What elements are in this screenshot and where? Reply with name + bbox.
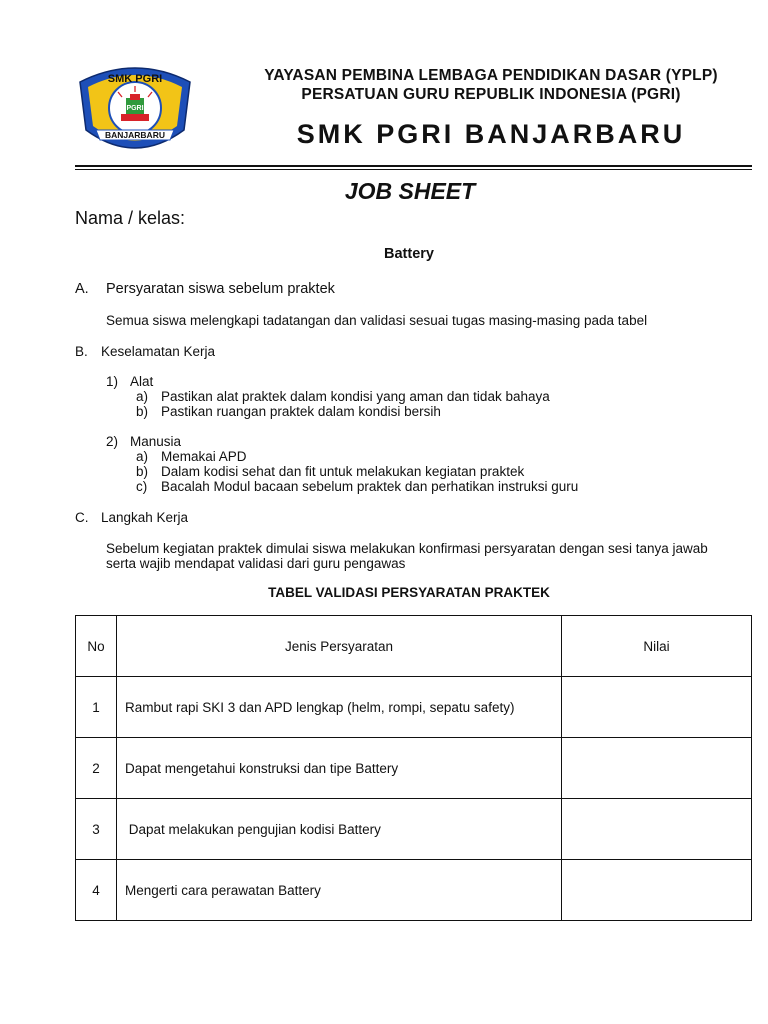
row-no: 1: [76, 677, 117, 738]
section-c-title: Langkah Kerja: [101, 510, 189, 525]
section-a-text: Semua siswa melengkapi tadatangan dan validasi sesuai tugas masing-masing pada tabel: [106, 313, 648, 328]
table-row: [76, 738, 752, 799]
job-sheet-title: JOB SHEET: [344, 178, 476, 204]
sub2-item-a-text: Memakai APD: [161, 449, 247, 464]
row-nilai[interactable]: [562, 799, 752, 860]
logo-badge-text: PGRI: [126, 105, 144, 112]
subject-title: Battery: [384, 246, 434, 262]
section-c-text-line1: Sebelum kegiatan praktek dimulai siswa melakukan konfirmasi persyaratan dengan sesi tanya jawab: [106, 541, 708, 556]
sub2-title: Manusia: [130, 434, 182, 449]
sub1-item-b-marker: b): [136, 404, 149, 419]
school-logo: [74, 60, 196, 160]
row-jenis: Mengerti cara perawatan Battery: [117, 860, 562, 921]
school-name: SMK PGRI BANJARBARU: [296, 119, 686, 149]
header-rule-thick: [75, 165, 752, 167]
sub1-item-a-marker: a): [136, 389, 149, 404]
sub1-item-a-text: Pastikan alat praktek dalam kondisi yang aman dan tidak bahaya: [161, 389, 550, 404]
section-b-title: Keselamatan Kerja: [101, 344, 216, 359]
logo-bottom-text: BANJARBARU: [105, 130, 165, 140]
sub2-item-b-marker: b): [136, 464, 149, 479]
row-no: 4: [76, 860, 117, 921]
header-nilai: Nilai: [562, 616, 752, 677]
sub2-item-c-text: Bacalah Modul bacaan sebelum praktek dan perhatikan instruksi guru: [161, 479, 579, 494]
sub2-item-b-text: Dalam kodisi sehat dan fit untuk melakukan kegiatan praktek: [161, 464, 525, 479]
header-jenis: Jenis Persyaratan: [117, 616, 562, 677]
table-row: [76, 677, 752, 738]
foundation-name: YAYASAN PEMBINA LEMBAGA PENDIDIKAN DASAR (YPLP): [264, 67, 718, 84]
table-title: TABEL VALIDASI PERSYARATAN PRAKTEK: [268, 585, 550, 600]
row-jenis: Dapat mengetahui konstruksi dan tipe Battery: [117, 738, 562, 799]
association-name: PERSATUAN GURU REPUBLIK INDONESIA (PGRI): [301, 86, 681, 103]
table-row: [76, 860, 752, 921]
sub2-item-c-marker: c): [136, 479, 148, 494]
sub1-marker: 1): [106, 374, 119, 389]
table-header-row: [76, 616, 752, 677]
sub1-title: Alat: [130, 374, 154, 389]
logo-top-text: SMK PGRI: [107, 73, 163, 85]
row-no: 3: [76, 799, 117, 860]
name-class-label: Nama / kelas:: [75, 208, 186, 228]
row-nilai[interactable]: [562, 738, 752, 799]
row-no: 2: [76, 738, 117, 799]
section-b-marker: B.: [75, 344, 88, 359]
school-logo-graphic: [74, 60, 196, 160]
table-row: [76, 799, 752, 860]
sub1-item-b-text: Pastikan ruangan praktek dalam kondisi bersih: [161, 404, 441, 419]
row-nilai[interactable]: [562, 677, 752, 738]
header-no: No: [76, 616, 117, 677]
row-nilai[interactable]: [562, 860, 752, 921]
sub2-marker: 2): [106, 434, 119, 449]
section-c-marker: C.: [75, 510, 89, 525]
row-jenis: Rambut rapi SKI 3 dan APD lengkap (helm, rompi, sepatu safety): [117, 677, 562, 738]
header-rule-thin: [75, 169, 752, 170]
validation-table: [75, 615, 752, 921]
sub2-item-a-marker: a): [136, 449, 149, 464]
section-a-title: Persyaratan siswa sebelum praktek: [106, 281, 335, 297]
section-a-marker: A.: [75, 281, 89, 297]
section-c-text-line2: serta wajib mendapat validasi dari guru pengawas: [106, 556, 406, 571]
row-jenis: Dapat melakukan pengujian kodisi Battery: [117, 799, 562, 860]
